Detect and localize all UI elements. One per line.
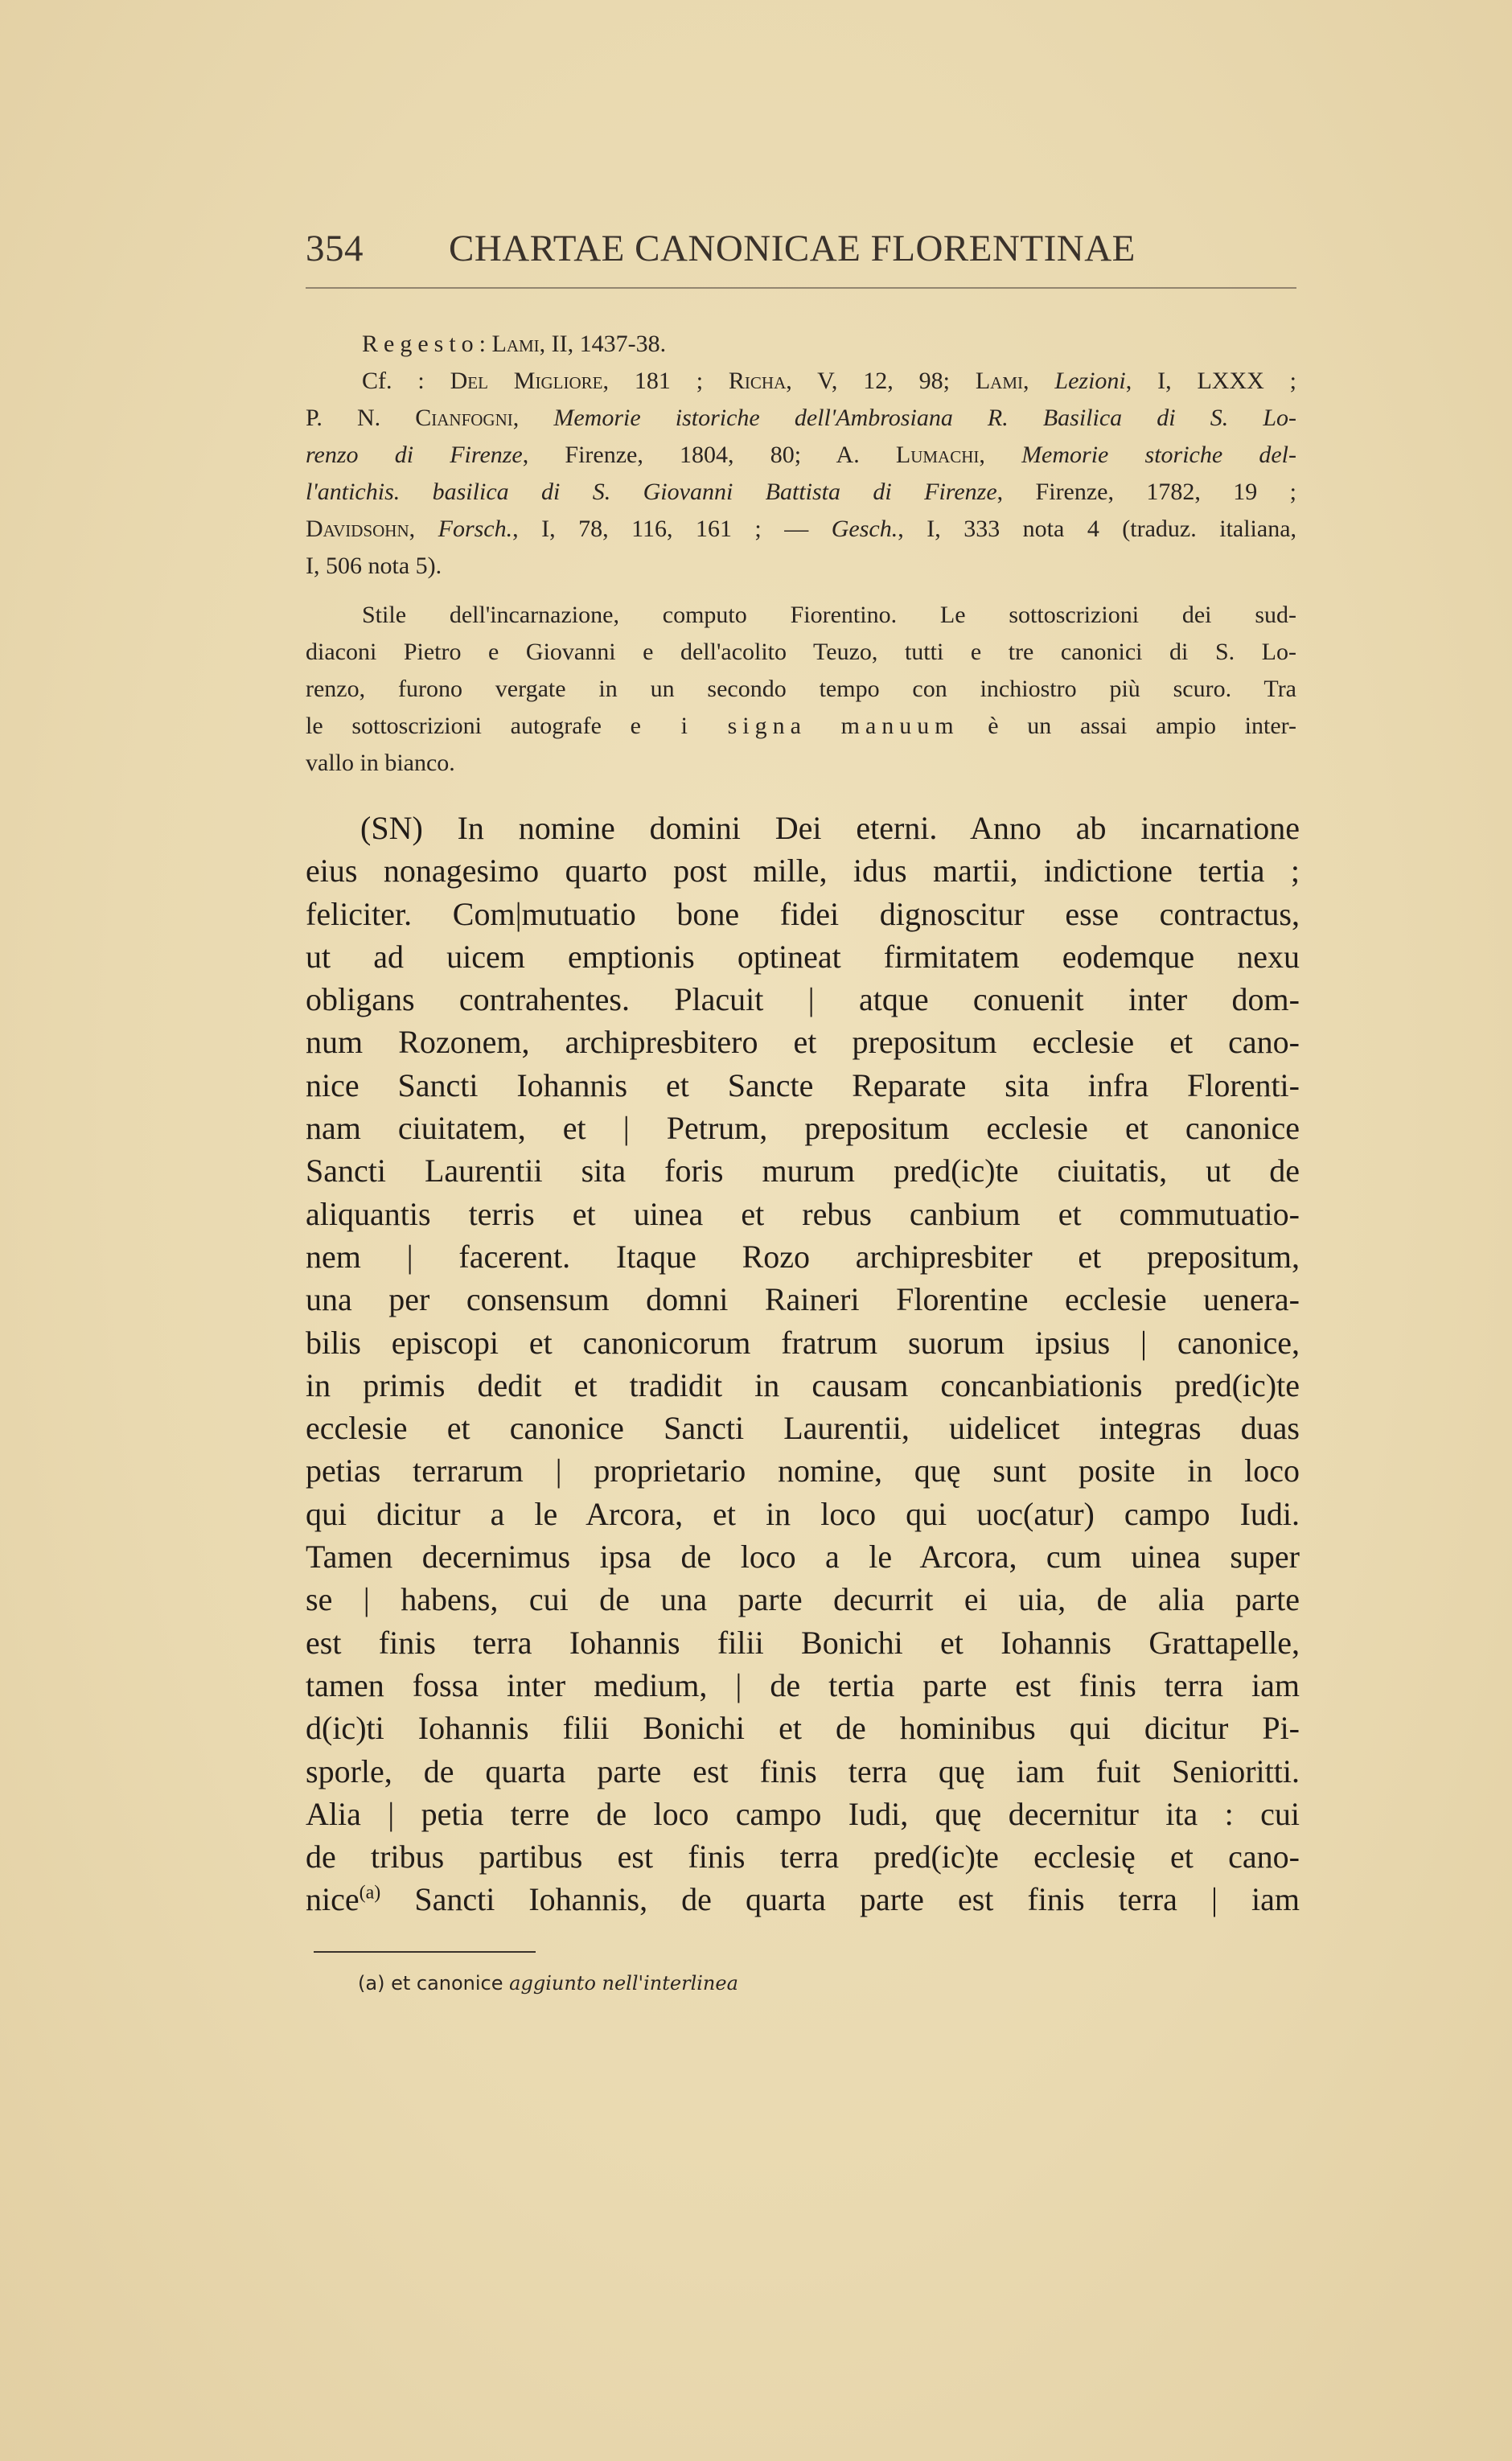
text-segment: Memorie storiche del- bbox=[1021, 442, 1296, 468]
text-segment: nice Sancti Iohannis et Sancte Reparate sita infra Florenti- bbox=[306, 1066, 1300, 1103]
text-segment: Del Migliore bbox=[450, 368, 603, 394]
text-segment: nam ciuitatem, et | Petrum, prepositum ecclesie et canonice bbox=[306, 1110, 1300, 1147]
text-segment: , V, 12, 98; bbox=[786, 368, 976, 394]
text-segment: feliciter. Com|mutuatio bone fidei dignoscitur esse contractus, bbox=[306, 895, 1300, 932]
charter-line bbox=[306, 1835, 1300, 1878]
text-segment: , II, 1437-38. bbox=[539, 331, 667, 357]
text-segment: renzo di Firenze bbox=[306, 442, 523, 468]
text-segment: , bbox=[1023, 368, 1055, 394]
charter-line bbox=[306, 1493, 1300, 1535]
text-segment: (SN) In nomine domini Dei eterni. Anno ab incarnatione bbox=[360, 810, 1300, 846]
text-segment: , bbox=[409, 516, 438, 542]
text-segment: sporle, de quarta parte est finis terra quę iam fuit Senioritti. bbox=[306, 1752, 1300, 1789]
text-segment: nem | facerent. Itaque Rozo archipresbiter et prepositum, bbox=[306, 1238, 1300, 1275]
charter-line bbox=[306, 1021, 1300, 1063]
charter-line bbox=[306, 1364, 1300, 1407]
commentary-line bbox=[306, 671, 1296, 708]
charter-line bbox=[306, 1321, 1300, 1364]
text-segment: , 181 ; bbox=[602, 368, 729, 394]
text-segment: in primis dedit et tradidit in causam concanbiationis pred(ic)te bbox=[306, 1366, 1300, 1403]
footnote-marker: (a) bbox=[358, 1972, 385, 1995]
text-segment: d(ic)ti Iohannis filii Bonichi et de hominibus qui dicitur Pi- bbox=[306, 1710, 1300, 1747]
charter-line bbox=[306, 807, 1300, 849]
text-segment: P. N. bbox=[306, 405, 416, 431]
charter-line bbox=[306, 893, 1300, 935]
text-segment: , I, LXXX ; bbox=[1125, 368, 1297, 394]
text-segment: Sancti Iohannis, de quarta parte est finis terra | iam bbox=[380, 1881, 1300, 1918]
text-segment: nice bbox=[306, 1881, 360, 1918]
footnote-text: et canonice bbox=[391, 1972, 503, 1995]
text-segment: de tribus partibus est finis terra pred(ic)te ecclesię et cano- bbox=[306, 1839, 1300, 1876]
charter-line bbox=[306, 1064, 1300, 1107]
notes-line bbox=[306, 400, 1296, 437]
text-segment: aliquantis terris et uinea et rebus canbium et commutuatio- bbox=[306, 1195, 1300, 1232]
text-segment: Memorie istoriche dell'Ambrosiana R. Basilica di S. Lo- bbox=[553, 405, 1296, 431]
notes-line bbox=[306, 511, 1296, 548]
text-segment: Regesto bbox=[362, 331, 479, 357]
charter-line bbox=[306, 1621, 1300, 1664]
charter-text bbox=[306, 807, 1300, 1921]
text-segment: Cianfogni bbox=[415, 405, 513, 431]
page-number: 354 bbox=[306, 228, 364, 269]
text-segment: è un assai ampio inter- bbox=[959, 713, 1297, 739]
text-segment: renzo, furono vergate in un secondo tempo con inchiostro più scuro. Tra bbox=[306, 676, 1296, 702]
text-segment: una per consensum domni Raineri Florentine ecclesie uenera- bbox=[306, 1281, 1300, 1318]
commentary-paragraph bbox=[306, 597, 1296, 782]
charter-line bbox=[306, 1407, 1300, 1449]
commentary-line bbox=[306, 745, 1296, 782]
text-segment: eius nonagesimo quarto post mille, idus martii, indictione tertia ; bbox=[306, 853, 1300, 889]
notes-line bbox=[306, 548, 1296, 585]
charter-line bbox=[306, 935, 1300, 978]
text-segment: diaconi Pietro e Giovanni e dell'acolito Teuzo, tutti e tre canonici di S. Lo- bbox=[306, 639, 1296, 665]
footnote-rule bbox=[314, 1951, 536, 1953]
charter-line bbox=[306, 1278, 1300, 1321]
notes-line bbox=[306, 437, 1296, 474]
text-segment: est finis terra Iohannis filii Bonichi et Iohannis Grattapelle, bbox=[306, 1624, 1300, 1661]
text-segment: obligans contrahentes. Placuit | atque conuenit inter dom- bbox=[306, 981, 1300, 1018]
text-segment: tamen fossa inter medium, | de tertia parte est finis terra iam bbox=[306, 1666, 1300, 1703]
text-segment: qui dicitur a le Arcora, et in loco qui uoc(atur) campo Iudi. bbox=[306, 1495, 1300, 1532]
text-segment: ecclesie et canonice Sancti Laurentii, uidelicet integras duas bbox=[306, 1410, 1300, 1447]
text-segment: Davidsohn bbox=[306, 516, 409, 542]
text-segment: le sottoscrizioni autografe bbox=[306, 713, 631, 739]
charter-line bbox=[306, 1793, 1300, 1835]
footnote bbox=[358, 1972, 738, 1995]
commentary-line bbox=[306, 634, 1296, 671]
charter-line bbox=[306, 1878, 1300, 1921]
text-segment: Lami bbox=[491, 331, 540, 357]
text-segment: Forsch. bbox=[438, 516, 513, 542]
notes-line bbox=[306, 326, 1296, 363]
charter-line bbox=[306, 849, 1300, 892]
charter-line bbox=[306, 1578, 1300, 1621]
text-segment: l'antichis. basilica di S. Giovanni Battista di Firenze bbox=[306, 479, 997, 505]
text-segment: bilis episcopi et canonicorum fratrum suorum ipsius | canonice, bbox=[306, 1324, 1300, 1361]
charter-line bbox=[306, 1193, 1300, 1235]
text-segment: e i signa manuum bbox=[630, 713, 959, 739]
bibliographic-notes bbox=[306, 326, 1296, 585]
charter-line bbox=[306, 1449, 1300, 1492]
charter-line bbox=[306, 1535, 1300, 1578]
text-segment: Stile dell'incarnazione, computo Fiorentino. Le sottoscrizioni dei sud- bbox=[362, 602, 1296, 628]
text-segment: Tamen decernimus ipsa de loco a le Arcora, cum uinea super bbox=[306, 1539, 1300, 1576]
charter-line bbox=[306, 1664, 1300, 1707]
charter-line bbox=[306, 1707, 1300, 1749]
text-segment: Gesch. bbox=[831, 516, 898, 542]
text-segment: , bbox=[512, 405, 554, 431]
text-segment: : bbox=[479, 331, 492, 357]
text-segment: Lezioni bbox=[1054, 368, 1126, 394]
text-segment: petias terrarum | proprietario nomine, quę sunt posite in loco bbox=[306, 1452, 1300, 1489]
commentary-line bbox=[306, 708, 1296, 745]
text-segment: se | habens, cui de una parte decurrit ei uia, de alia parte bbox=[306, 1581, 1300, 1618]
text-segment: (a) bbox=[359, 1883, 381, 1904]
footnote-note: aggiunto nell'interlinea bbox=[509, 1972, 738, 1995]
text-segment: , I, 333 nota 4 (traduz. italiana, bbox=[898, 516, 1297, 542]
text-segment: ut ad uicem emptionis optineat firmitatem eodemque nexu bbox=[306, 938, 1300, 975]
text-segment: , I, 78, 116, 161 ; — bbox=[512, 516, 832, 542]
text-segment: vallo in bianco. bbox=[306, 750, 455, 776]
running-header bbox=[306, 227, 1303, 275]
text-segment: Lami bbox=[975, 368, 1024, 394]
text-segment: Alia | petia terre de loco campo Iudi, quę decernitur ita : cui bbox=[306, 1795, 1300, 1832]
charter-line bbox=[306, 978, 1300, 1021]
commentary-line bbox=[306, 597, 1296, 634]
charter-line bbox=[306, 1750, 1300, 1793]
text-segment: , bbox=[979, 442, 1022, 468]
text-segment: , Firenze, 1804, 80; A. bbox=[522, 442, 896, 468]
charter-line bbox=[306, 1107, 1300, 1149]
running-title: CHARTAE CANONICAE FLORENTINAE bbox=[449, 228, 1136, 269]
charter-line bbox=[306, 1149, 1300, 1192]
notes-line bbox=[306, 474, 1296, 511]
text-segment: I, 506 nota 5). bbox=[306, 553, 442, 579]
text-segment: num Rozonem, archipresbitero et prepositum ecclesie et cano- bbox=[306, 1024, 1300, 1061]
charter-line bbox=[306, 1235, 1300, 1278]
text-segment: Richa bbox=[728, 368, 787, 394]
text-segment: Sancti Laurentii sita foris murum pred(ic)te ciuitatis, ut de bbox=[306, 1152, 1300, 1189]
text-segment: , Firenze, 1782, 19 ; bbox=[996, 479, 1296, 505]
notes-line bbox=[306, 363, 1296, 400]
text-segment: Cf. : bbox=[362, 368, 450, 394]
text-segment: Lumachi bbox=[895, 442, 980, 468]
header-rule bbox=[306, 287, 1296, 289]
